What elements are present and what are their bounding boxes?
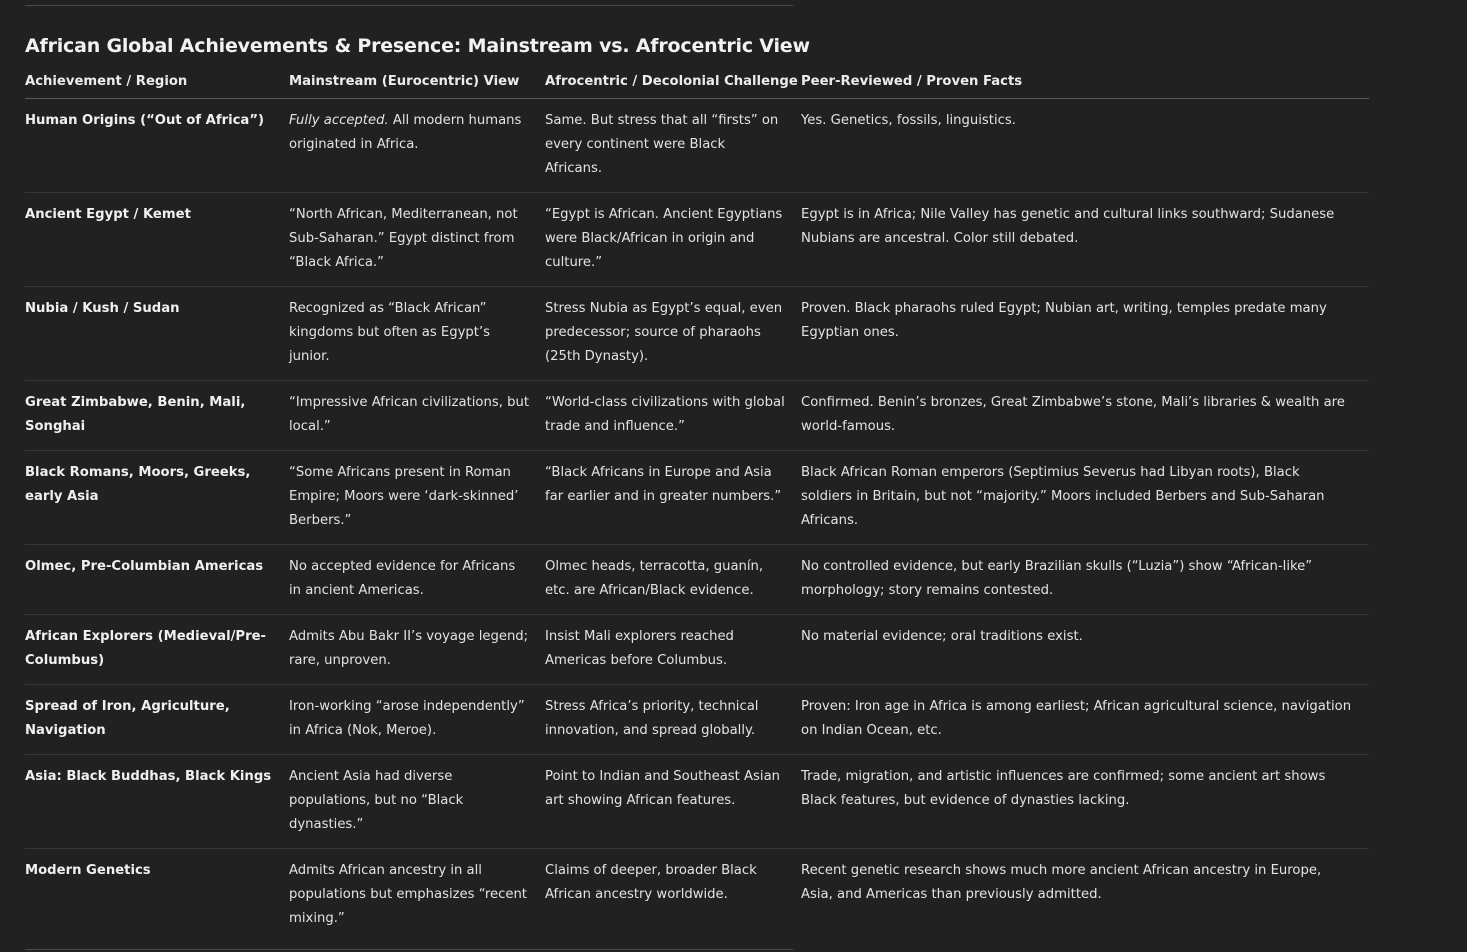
bottom-divider — [25, 949, 793, 950]
cell-mainstream: Iron-working “arose independently” in Africa (Nok, Meroe). — [289, 685, 545, 755]
table-row — [25, 545, 1369, 615]
cell-afrocentric: Stress Africa’s priority, technical innovation, and spread globally. — [545, 685, 801, 755]
cell-facts: No material evidence; oral traditions exist. — [801, 615, 1369, 685]
cell-mainstream: “Impressive African civilizations, but local.” — [289, 381, 545, 451]
cell-region: Nubia / Kush / Sudan — [25, 287, 289, 381]
comparison-table — [25, 70, 1369, 942]
cell-region: Ancient Egypt / Kemet — [25, 193, 289, 287]
cell-facts: Confirmed. Benin’s bronzes, Great Zimbabwe’s stone, Mali’s libraries & wealth are world-famous. — [801, 381, 1369, 451]
cell-mainstream: Admits Abu Bakr II’s voyage legend; rare, unproven. — [289, 615, 545, 685]
cell-mainstream: “North African, Mediterranean, not Sub-Saharan.” Egypt distinct from “Black Africa.” — [289, 193, 545, 287]
cell-mainstream — [289, 99, 545, 193]
table-row — [25, 193, 1369, 287]
cell-facts: Egypt is in Africa; Nile Valley has genetic and cultural links southward; Sudanese Nubians are ancestral. Color still debated. — [801, 193, 1369, 287]
cell-region: Great Zimbabwe, Benin, Mali, Songhai — [25, 381, 289, 451]
table-row — [25, 685, 1369, 755]
cell-afrocentric: “World-class civilizations with global trade and influence.” — [545, 381, 801, 451]
cell-region: Olmec, Pre-Columbian Americas — [25, 545, 289, 615]
table-row — [25, 451, 1369, 545]
table-row — [25, 755, 1369, 849]
cell-afrocentric: Insist Mali explorers reached Americas before Columbus. — [545, 615, 801, 685]
table-row — [25, 381, 1369, 451]
table-body — [25, 99, 1369, 943]
cell-facts: Black African Roman emperors (Septimius Severus had Libyan roots), Black soldiers in Britain, but not “majority.” Moors included Berbers and Sub-Saharan Africans. — [801, 451, 1369, 545]
cell-region: Spread of Iron, Agriculture, Navigation — [25, 685, 289, 755]
table-row — [25, 287, 1369, 381]
header-region: Achievement / Region — [25, 70, 289, 99]
cell-mainstream: Recognized as “Black African” kingdoms but often as Egypt’s junior. — [289, 287, 545, 381]
table-row — [25, 99, 1369, 193]
table-row — [25, 615, 1369, 685]
cell-mainstream: No accepted evidence for Africans in ancient Americas. — [289, 545, 545, 615]
cell-mainstream: Admits African ancestry in all populations but emphasizes “recent mixing.” — [289, 863, 527, 926]
cell-afrocentric: Claims of deeper, broader Black African ancestry worldwide. — [545, 863, 757, 902]
cell-region: Human Origins (“Out of Africa”) — [25, 99, 289, 193]
cell-region: Modern Genetics — [25, 863, 151, 878]
cell-afrocentric: “Egypt is African. Ancient Egyptians were Black/African in origin and culture.” — [545, 193, 801, 287]
cell-facts: Proven. Black pharaohs ruled Egypt; Nubian art, writing, temples predate many Egyptian ones. — [801, 287, 1369, 381]
header-facts: Peer-Reviewed / Proven Facts — [801, 70, 1369, 99]
cell-afrocentric: Olmec heads, terracotta, guanín, etc. are African/Black evidence. — [545, 545, 801, 615]
cell-region: African Explorers (Medieval/Pre-Columbus) — [25, 615, 289, 685]
cell-region: Asia: Black Buddhas, Black Kings — [25, 755, 289, 849]
cell-region: Black Romans, Moors, Greeks, early Asia — [25, 451, 289, 545]
cell-afrocentric: Same. But stress that all “firsts” on every continent were Black Africans. — [545, 99, 801, 193]
cell-mainstream-text: All modern humans originated in Africa. — [289, 113, 522, 152]
table-header — [25, 70, 1369, 99]
top-divider — [25, 5, 793, 6]
header-afrocentric: Afrocentric / Decolonial Challenge — [545, 70, 801, 99]
cell-facts: Trade, migration, and artistic influences are confirmed; some ancient art shows Black features, but evidence of dynasties lacking. — [801, 755, 1369, 849]
cell-afrocentric: Point to Indian and Southeast Asian art showing African features. — [545, 755, 801, 849]
cell-afrocentric: Stress Nubia as Egypt’s equal, even predecessor; source of pharaohs (25th Dynasty). — [545, 287, 801, 381]
table-title: African Global Achievements & Presence: Mainstream vs. Afrocentric View — [25, 35, 810, 57]
cell-afrocentric: “Black Africans in Europe and Asia far earlier and in greater numbers.” — [545, 451, 801, 545]
table-row — [25, 849, 1369, 943]
cell-facts: Yes. Genetics, fossils, linguistics. — [801, 99, 1369, 193]
header-mainstream: Mainstream (Eurocentric) View — [289, 70, 545, 99]
header-row — [25, 70, 1369, 99]
cell-facts: Proven: Iron age in Africa is among earliest; African agricultural science, navigation on Indian Ocean, etc. — [801, 685, 1369, 755]
cell-mainstream-emphasis: Fully accepted. — [289, 113, 389, 128]
cell-facts: No controlled evidence, but early Brazilian skulls (“Luzia”) show “African-like” morphology; story remains contested. — [801, 545, 1369, 615]
cell-mainstream: “Some Africans present in Roman Empire; Moors were ‘dark-skinned’ Berbers.” — [289, 451, 545, 545]
cell-mainstream: Ancient Asia had diverse populations, but no “Black dynasties.” — [289, 755, 545, 849]
cell-facts: Recent genetic research shows much more ancient African ancestry in Europe, Asia, and Americas than previously admitted. — [801, 863, 1322, 902]
